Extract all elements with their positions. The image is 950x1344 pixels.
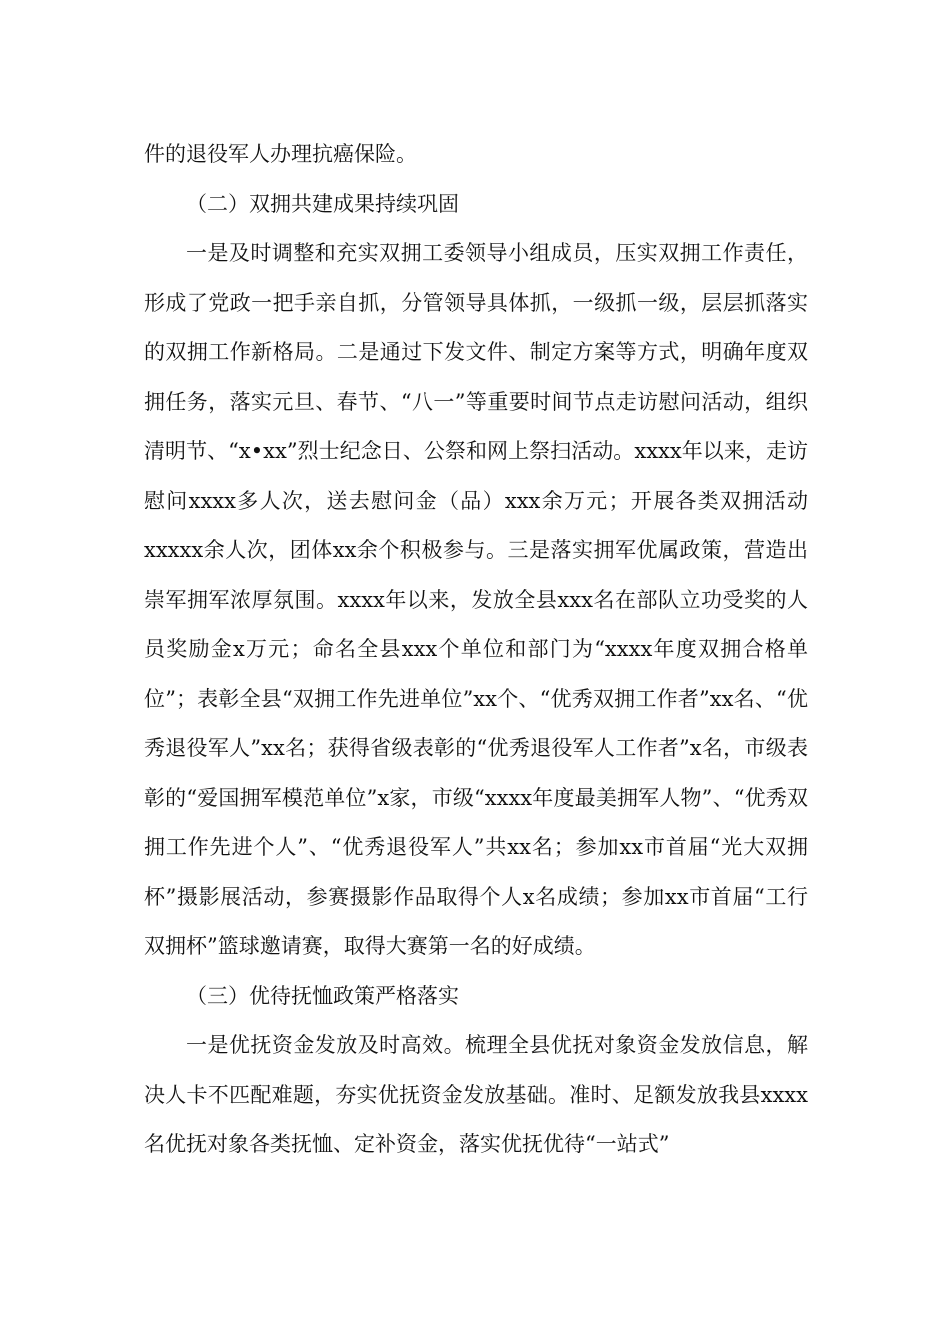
section-heading-3: （三）优待抚恤政策严格落实 <box>186 983 459 1008</box>
paragraph-preferential-care: 一是优抚资金发放及时高效。梳理全县优抚对象资金发放信息，解决人卡不匹配难题，夯实优抚资金发放基础。准时、足额发放我县xxxx名优抚对象各类抚恤、定补资金，落实优抚优待“一站式” <box>144 1033 808 1156</box>
section-heading-2: （二）双拥共建成果持续巩固 <box>186 191 459 216</box>
document-body <box>144 130 808 1170</box>
paragraph-double-support: 一是及时调整和充实双拥工委领导小组成员，压实双拥工作责任，形成了党政一把手亲自抓，分管领导具体抓，一级抓一级，层层抓落实的双拥工作新格局。二是通过下发文件、制定方案等方式，明确年度双拥任务，落实元旦、春节、“八一”等重要时间节点走访慰问活动，组织清明节、“x•xx”烈士纪念日、公祭和网上祭扫活动。xxxx年以来，走访慰问xxxx多人次，送去慰问金（品）xxx余万元；开展各类双拥活动xxxxx余人次，团体xx余个积极参与。三是落实拥军优属政策，营造出崇军拥军浓厚氛围。xxxx年以来，发放全县xxx名在部队立功受奖的人员奖励金x万元；命名全县xxx个单位和部门为“xxxx年度双拥合格单位”；表彰全县“双拥工作先进单位”xx个、“优秀双拥工作者”xx名、“优秀退役军人”xx名；获得省级表彰的“优秀退役军人工作者”x名，市级表彰的“爱国拥军模范单位”x家，市级“xxxx年度最美拥军人物”、“优秀双拥工作先进个人”、“优秀退役军人”共xx名；参加xx市首届“光大双拥杯”摄影展活动，参赛摄影作品取得个人x名成绩；参加xx市首届“工行双拥杯”篮球邀请赛，取得大赛第一名的好成绩。 <box>144 241 808 958</box>
paragraph-continuation: 件的退役军人办理抗癌保险。 <box>144 142 417 166</box>
